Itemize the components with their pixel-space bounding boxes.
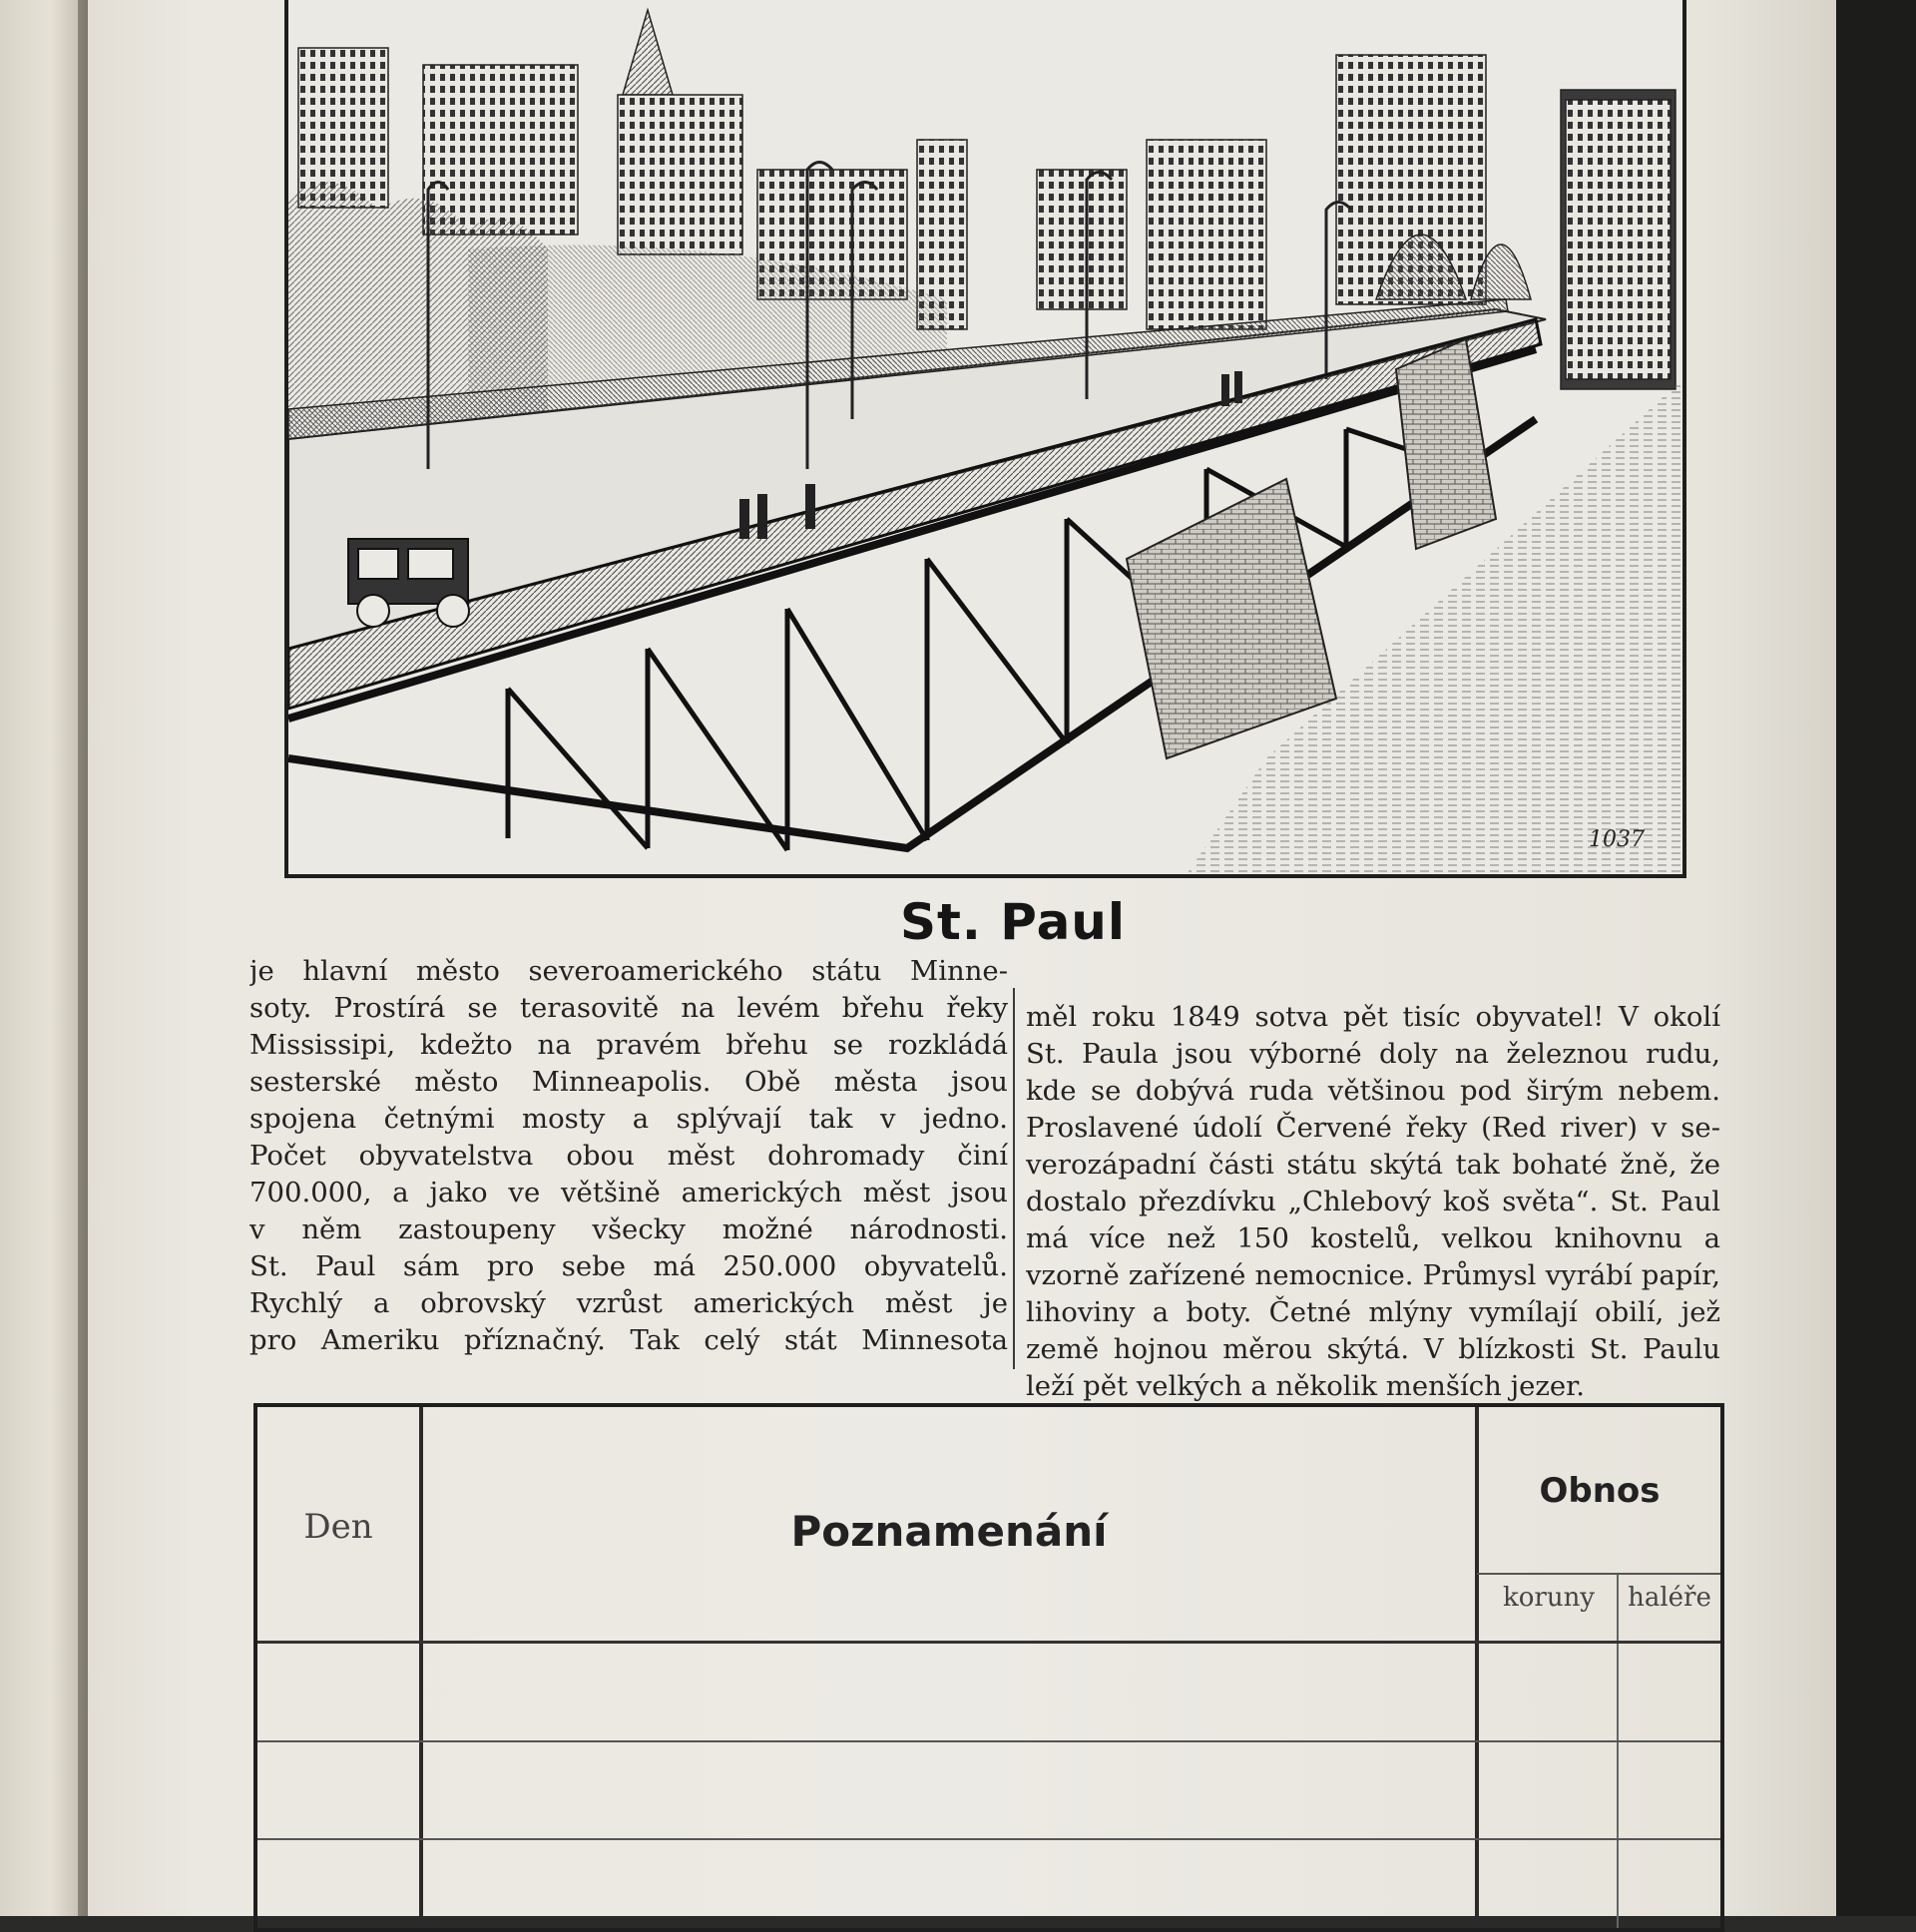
- text-line: St. Paula jsou výborné doly na železnou rudu,: [1026, 1038, 1720, 1070]
- header-hellers: haléře: [1628, 1583, 1711, 1613]
- bridge-engraving: [288, 0, 1682, 874]
- text-line: Počet obyvatelstva obou měst dohromady činí: [249, 1140, 1008, 1172]
- text-line: Rychlý a obrovský vzrůst amerických měst je: [249, 1287, 1008, 1319]
- text-line: leží pět velkých a několik menších jezer.: [1026, 1370, 1586, 1402]
- plate-number: 1037: [1589, 827, 1645, 852]
- dark-background: [1836, 0, 1916, 1916]
- text-line: kde se dobývá ruda většinou pod širým nebem.: [1026, 1075, 1720, 1107]
- text-line: 700.000, a jako ve většině amerických měst jsou: [249, 1177, 1008, 1208]
- article-column-2: [1026, 999, 1720, 1405]
- header-crowns: koruny: [1502, 1583, 1595, 1613]
- text-line: spojena četnými mosty a splývají tak v jedno.: [249, 1103, 1008, 1135]
- text-line: sesterské město Minneapolis. Obě města jsou: [249, 1066, 1008, 1098]
- article-title: St. Paul: [899, 893, 1127, 951]
- ledger-table: [253, 1403, 1724, 1932]
- column-rule: [419, 1407, 423, 1928]
- header-day: Den: [303, 1507, 373, 1547]
- text-line: verozápadní části státu skýtá tak bohaté žně, že: [1026, 1149, 1720, 1181]
- row-rule: [257, 1641, 1720, 1644]
- text-line: lihoviny a boty. Četné mlýny vymílají obilí, jež: [1026, 1296, 1720, 1328]
- header-amount: Obnos: [1539, 1471, 1661, 1511]
- row-rule: [257, 1740, 1720, 1742]
- text-line: v něm zastoupeny všecky možné národnosti.: [249, 1213, 1008, 1245]
- column-divider: [1013, 988, 1015, 1369]
- row-rule: [257, 1838, 1720, 1840]
- text-line: Proslavené údolí Červené řeky (Red river) v se-: [1026, 1112, 1720, 1144]
- header-notes: Poznamenání: [790, 1507, 1108, 1556]
- article-column-1: [249, 953, 1008, 1359]
- text-line: vzorně zařízené nemocnice. Průmysl vyrábí papír,: [1026, 1259, 1720, 1291]
- text-line: je hlavní město severoamerického státu Minne-: [249, 955, 1008, 987]
- bridge-illustration: [284, 0, 1686, 878]
- text-line: pro Ameriku příznačný. Tak celý stát Minnesota: [249, 1324, 1008, 1356]
- text-line: měl roku 1849 sotva pět tisíc obyvatel! V okolí: [1026, 1001, 1720, 1033]
- text-line: má více než 150 kostelů, velkou knihovnu a: [1026, 1222, 1720, 1254]
- text-line: země hojnou měrou skýtá. V blízkosti St. Paulu: [1026, 1333, 1720, 1365]
- book-spine: [78, 0, 88, 1916]
- text-line: Mississipi, kdežto na pravém břehu se rozkládá: [249, 1029, 1008, 1061]
- column-rule: [1617, 1575, 1619, 1928]
- text-line: St. Paul sám pro sebe má 250.000 obyvatelů.: [249, 1250, 1008, 1282]
- text-line: dostalo přezdívku „Chlebový koš světa“. St. Paul: [1026, 1186, 1720, 1217]
- row-rule: [1477, 1573, 1720, 1575]
- text-line: soty. Prostírá se terasovitě na levém břehu řeky: [249, 992, 1008, 1024]
